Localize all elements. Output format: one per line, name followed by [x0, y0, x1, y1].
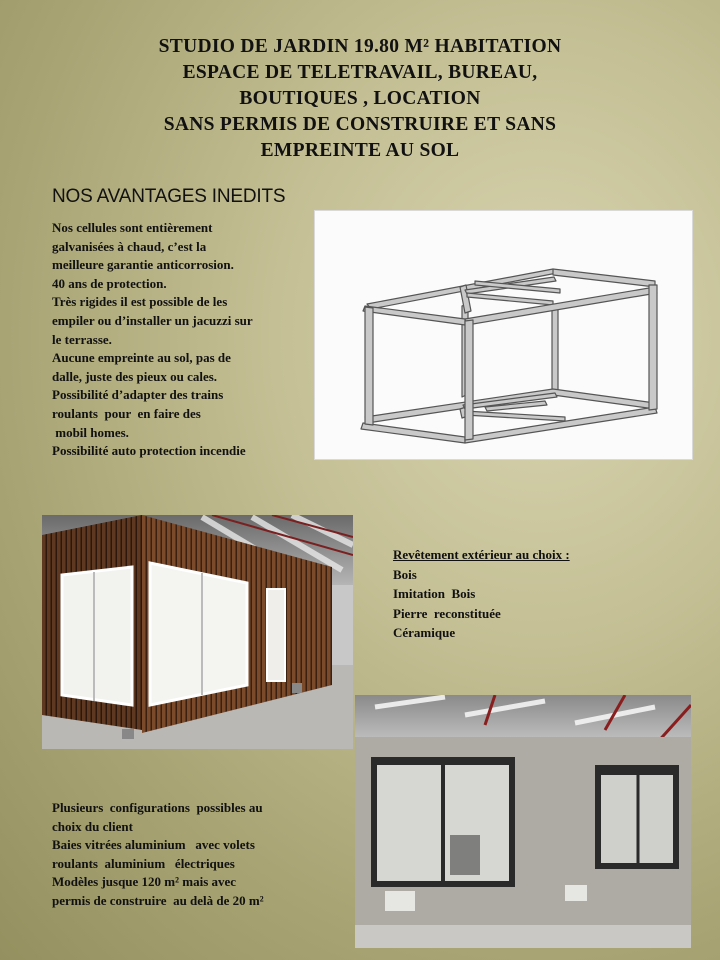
advantage-line: Très rigides il est possible de les — [52, 294, 228, 310]
title-line: SANS PERMIS DE CONSTRUIRE ET SANS — [163, 114, 557, 135]
cladding-option: Bois — [393, 566, 417, 582]
wood-clad-module-photo — [42, 515, 353, 749]
title-line: ESPACE DE TELETRAVAIL, BUREAU, — [182, 62, 538, 83]
advantage-line: dalle, juste des pieux ou cales. — [52, 368, 218, 384]
cladding-option: Imitation Bois — [393, 586, 476, 601]
page-title — [60, 34, 660, 164]
steel-frame-drawing — [315, 211, 692, 459]
configuration-line: roulants aluminium électriques — [52, 855, 235, 871]
configuration-line: Plusieurs configurations possibles au — [52, 800, 263, 815]
title-line: EMPREINTE AU SOL — [260, 140, 460, 161]
configuration-line: permis de construire au delà de 20 m² — [52, 892, 264, 908]
advantage-line: meilleure garantie anticorrosion. — [52, 257, 234, 273]
cladding-heading: Revêtement extérieur au choix : — [393, 547, 570, 562]
advantage-line: roulants pour en faire des — [52, 405, 201, 421]
advantage-line: Nos cellules sont entièrement — [52, 220, 213, 235]
advantage-line: le terrasse. — [52, 331, 112, 347]
advantage-line: mobil homes. — [52, 424, 129, 440]
grey-module-drawing — [355, 695, 691, 948]
title-line: BOUTIQUES , LOCATION — [239, 88, 481, 109]
configuration-line: Modèles jusque 120 m² mais avec — [52, 874, 237, 890]
advantage-line: 40 ans de protection. — [52, 275, 167, 291]
configurations-text — [52, 799, 342, 911]
advantages-heading: NOS AVANTAGES INEDITS — [52, 186, 286, 207]
grey-module-photo — [355, 695, 691, 948]
title-line: STUDIO DE JARDIN 19.80 M² HABITATION — [158, 36, 562, 57]
advantages-text — [52, 219, 314, 461]
advantage-line: empiler ou d’installer un jacuzzi sur — [52, 312, 253, 328]
cladding-option: Céramique — [393, 625, 456, 640]
advantage-line: galvanisées à chaud, c’est la — [52, 238, 207, 254]
advantage-line: Aucune empreinte au sol, pas de — [52, 350, 231, 366]
steel-frame-image — [314, 210, 693, 460]
configuration-line: choix du client — [52, 818, 133, 834]
advantage-line: Possibilité auto protection incendie — [52, 443, 246, 459]
configuration-line: Baies vitrées aluminium avec volets — [52, 837, 255, 853]
advantage-line: Possibilité d’adapter des trains — [52, 387, 224, 403]
cladding-options — [393, 545, 570, 643]
wood-module-drawing — [42, 515, 353, 749]
cladding-option: Pierre reconstituée — [393, 605, 501, 621]
